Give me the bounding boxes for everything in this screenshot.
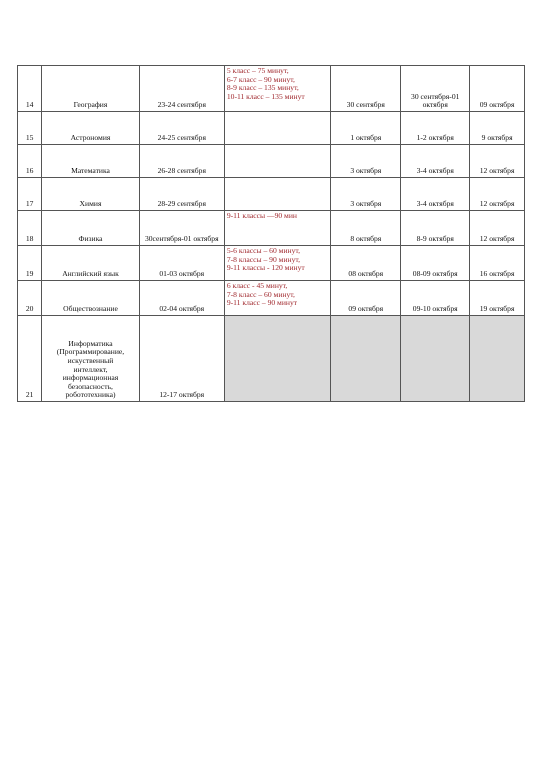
- subject-cell: Физика: [42, 211, 139, 246]
- subject-line: искуственный: [67, 356, 114, 366]
- table-row: [18, 112, 525, 145]
- final-results-date-cell: [470, 316, 525, 402]
- final-results-date-cell: 12 октября: [470, 211, 525, 246]
- olympiad-dates-cell: 30сентября-01 октября: [139, 211, 224, 246]
- results-date-cell: [331, 316, 401, 402]
- subject-cell: [42, 316, 139, 402]
- row-number-cell: 14: [18, 66, 42, 112]
- duration-line: 6 класс - 45 минут,: [226, 281, 288, 290]
- final-results-date-cell: 19 октября: [470, 281, 525, 316]
- subject-cell: Математика: [42, 145, 139, 178]
- duration-line: 9-11 классы - 120 минут: [226, 263, 305, 273]
- final-results-date-cell: 9 октября: [470, 112, 525, 145]
- subject-line: информационная: [62, 373, 119, 383]
- row-number-cell: 19: [18, 246, 42, 281]
- duration-line: 5 класс – 75 минут,: [226, 66, 289, 75]
- row-number-cell: 18: [18, 211, 42, 246]
- subject-line: интеллект,: [73, 364, 108, 374]
- duration-cell: [224, 211, 330, 246]
- results-date-cell: 09 октября: [331, 281, 401, 316]
- olympiad-dates-cell: 24-25 сентября: [139, 112, 224, 145]
- table-row: [18, 145, 525, 178]
- duration-line: 10-11 класс – 135 минут: [226, 91, 305, 101]
- olympiad-dates-cell: 26-28 сентября: [139, 145, 224, 178]
- subject-line: безопасность,: [68, 381, 113, 391]
- schedule-table: [17, 65, 525, 402]
- duration-line: 9-11 класс – 90 минут: [226, 298, 298, 308]
- subject-cell: География: [42, 66, 139, 112]
- results-date-cell: 8 октября: [331, 211, 401, 246]
- subject-line: робототехника): [65, 390, 116, 400]
- appeal-date-cell: 3-4 октября: [401, 145, 470, 178]
- appeal-date-cell: 8-9 октября: [401, 211, 470, 246]
- row-number-cell: 15: [18, 112, 42, 145]
- duration-line: 5-6 классы – 60 минут,: [226, 246, 301, 255]
- row-number-cell: 20: [18, 281, 42, 316]
- appeal-date-cell: 30 сентября-01 октября: [401, 66, 470, 112]
- table-row: [18, 246, 525, 281]
- results-date-cell: 08 октября: [331, 246, 401, 281]
- final-results-date-cell: 12 октября: [470, 178, 525, 211]
- table-row: [18, 281, 525, 316]
- row-number-cell: 17: [18, 178, 42, 211]
- duration-cell: [224, 178, 330, 211]
- appeal-date-cell: 3-4 октября: [401, 178, 470, 211]
- olympiad-dates-cell: 23-24 сентября: [139, 66, 224, 112]
- olympiad-dates-cell: 01-03 октября: [139, 246, 224, 281]
- olympiad-dates-cell: 12-17 октября: [139, 316, 224, 402]
- appeal-date-cell: 09-10 октября: [401, 281, 470, 316]
- subject-cell: Астрономия: [42, 112, 139, 145]
- subject-line: Информатика: [68, 338, 113, 348]
- olympiad-dates-cell: 28-29 сентября: [139, 178, 224, 211]
- subject-cell: Химия: [42, 178, 139, 211]
- results-date-cell: 3 октября: [331, 178, 401, 211]
- appeal-date-cell: 08-09 октября: [401, 246, 470, 281]
- duration-line: 6-7 класс – 90 минут,: [226, 74, 295, 84]
- olympiad-dates-cell: 02-04 октября: [139, 281, 224, 316]
- table-row: [18, 316, 525, 402]
- results-date-cell: 30 сентября: [331, 66, 401, 112]
- appeal-date-cell: 1-2 октября: [401, 112, 470, 145]
- subject-cell: Обществознание: [42, 281, 139, 316]
- duration-cell: [224, 145, 330, 178]
- appeal-date-cell: [401, 316, 470, 402]
- row-number-cell: 21: [18, 316, 42, 402]
- duration-cell: [224, 246, 330, 281]
- duration-line: 8-9 класс – 135 минут,: [226, 83, 299, 93]
- final-results-date-cell: 09 октября: [470, 66, 525, 112]
- duration-line: 7-8 классы – 90 минут,: [226, 254, 301, 264]
- subject-cell: Английский язык: [42, 246, 139, 281]
- final-results-date-cell: 16 октября: [470, 246, 525, 281]
- table-row: [18, 66, 525, 112]
- table-row: [18, 178, 525, 211]
- duration-cell: [224, 112, 330, 145]
- row-number-cell: 16: [18, 145, 42, 178]
- schedule-body: [18, 66, 525, 402]
- duration-cell: [224, 316, 330, 402]
- duration-line: 7-8 класс – 60 минут,: [226, 289, 295, 299]
- subject-line: (Программирование,: [56, 347, 125, 357]
- duration-line: 9-11 классы —90 мин: [226, 211, 297, 220]
- table-row: [18, 211, 525, 246]
- results-date-cell: 1 октября: [331, 112, 401, 145]
- duration-cell: [224, 281, 330, 316]
- final-results-date-cell: 12 октября: [470, 145, 525, 178]
- duration-cell: [224, 66, 330, 112]
- results-date-cell: 3 октября: [331, 145, 401, 178]
